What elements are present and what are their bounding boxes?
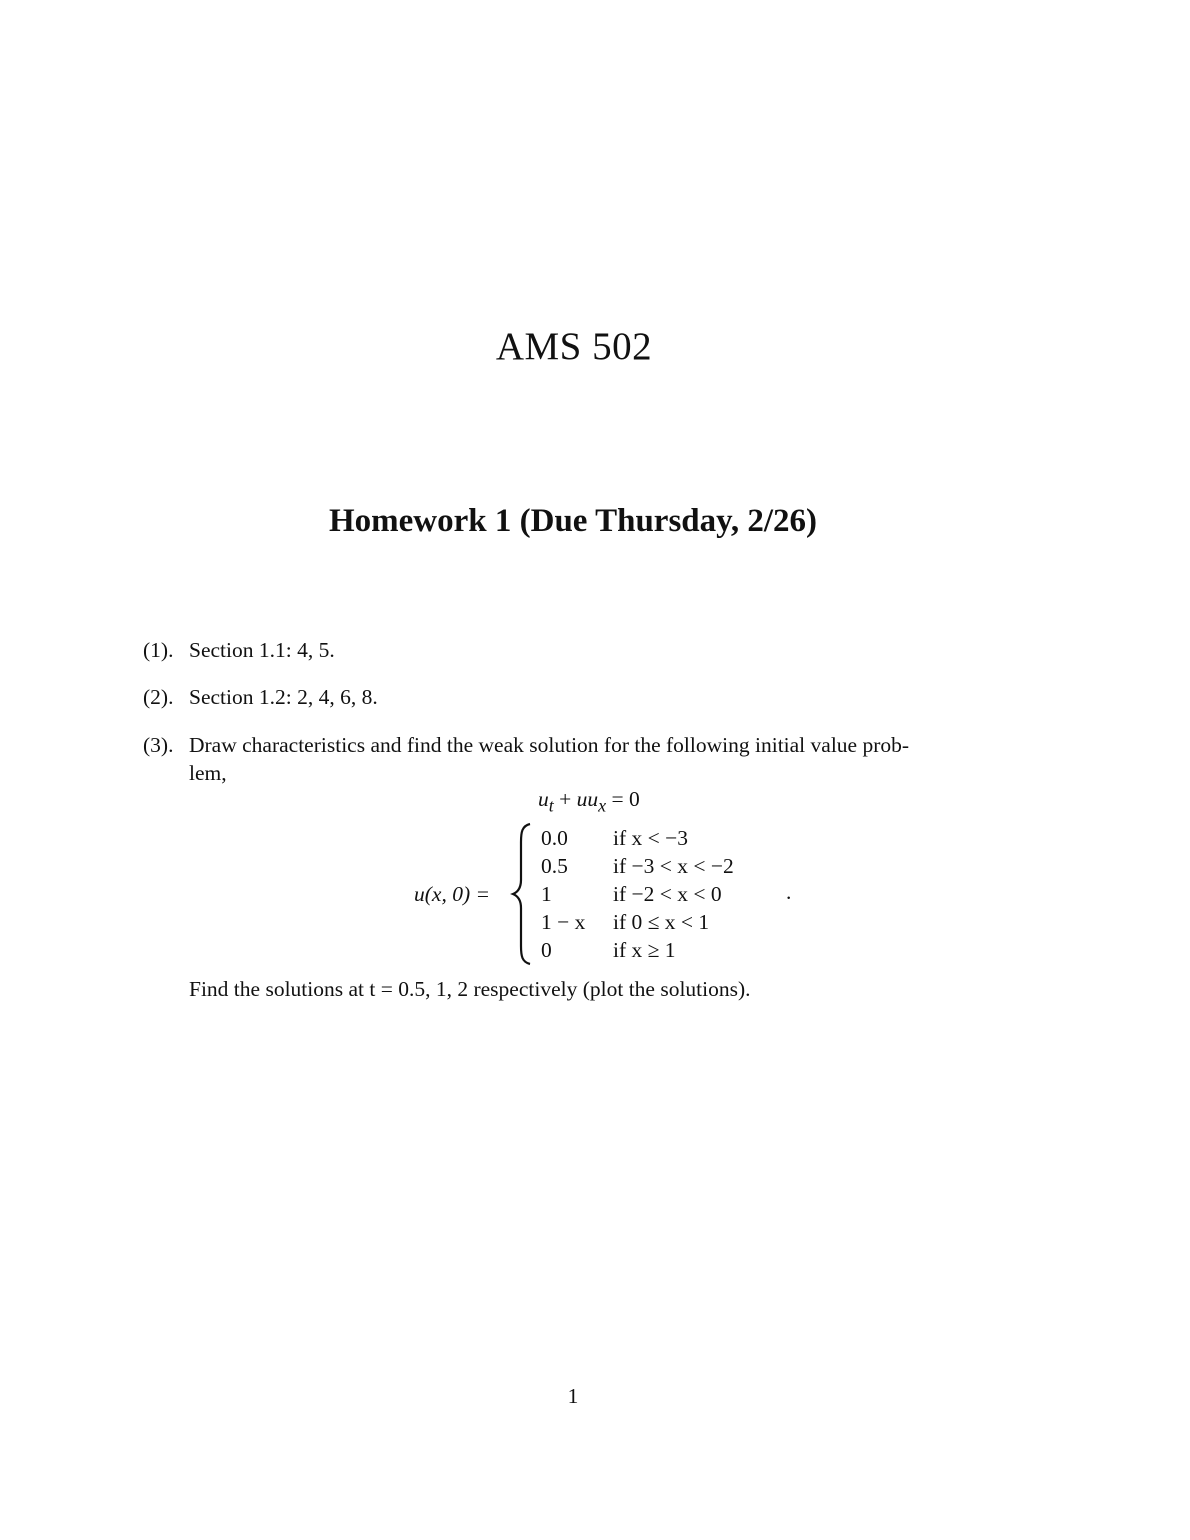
case-condition-5: if x ≥ 1 xyxy=(613,938,676,962)
pde-equation xyxy=(538,787,640,816)
problem-1-number: (1). xyxy=(143,638,174,662)
equation-period: . xyxy=(786,880,792,904)
case-condition-1: if x < −3 xyxy=(613,826,689,850)
problem-2 xyxy=(143,683,378,711)
problem-2-text: Section 1.2: 2, 4, 6, 8. xyxy=(189,685,378,709)
problem-3-number: (3). xyxy=(143,733,174,757)
equation-subscript-x: x xyxy=(598,795,607,816)
problem-1 xyxy=(143,636,335,664)
case-value-5: 0 xyxy=(541,938,552,962)
equation-subscript-t: t xyxy=(548,795,554,816)
problem-3-text-line-2: lem, xyxy=(189,761,227,785)
case-value-1: 0.0 xyxy=(541,826,568,850)
problem-1-text: Section 1.1: 4, 5. xyxy=(189,638,335,662)
equation-uu: uu xyxy=(576,787,599,811)
case-condition-3: if −2 < x < 0 xyxy=(613,882,722,906)
problem-3-text-line-1: Draw characteristics and find the weak solution for the following initial value prob- xyxy=(189,733,910,757)
page-number: 1 xyxy=(567,1384,579,1408)
problem-3 xyxy=(143,731,1023,787)
case-value-4: 1 − x xyxy=(541,910,586,934)
initial-condition-lhs xyxy=(414,882,490,907)
problem-3-line-1 xyxy=(143,731,1023,759)
initial-condition-lhs-text: u(x, 0) = xyxy=(414,882,490,906)
homework-heading: Homework 1 (Due Thursday, 2/26) xyxy=(328,503,817,539)
equation-equals-zero: = 0 xyxy=(606,787,640,811)
case-condition-4: if 0 ≤ x < 1 xyxy=(613,910,710,934)
left-brace-icon xyxy=(510,822,534,966)
find-solutions-text: Find the solutions at t = 0.5, 1, 2 respectively (plot the solutions). xyxy=(189,977,751,1001)
case-condition-2: if −3 < x < −2 xyxy=(613,854,734,878)
problem-2-number: (2). xyxy=(143,685,174,709)
equation-plus: + xyxy=(553,787,577,811)
case-value-2: 0.5 xyxy=(541,854,568,878)
equation-u: u xyxy=(538,787,549,811)
document-title: AMS 502 xyxy=(495,325,653,368)
case-value-3: 1 xyxy=(541,882,552,906)
